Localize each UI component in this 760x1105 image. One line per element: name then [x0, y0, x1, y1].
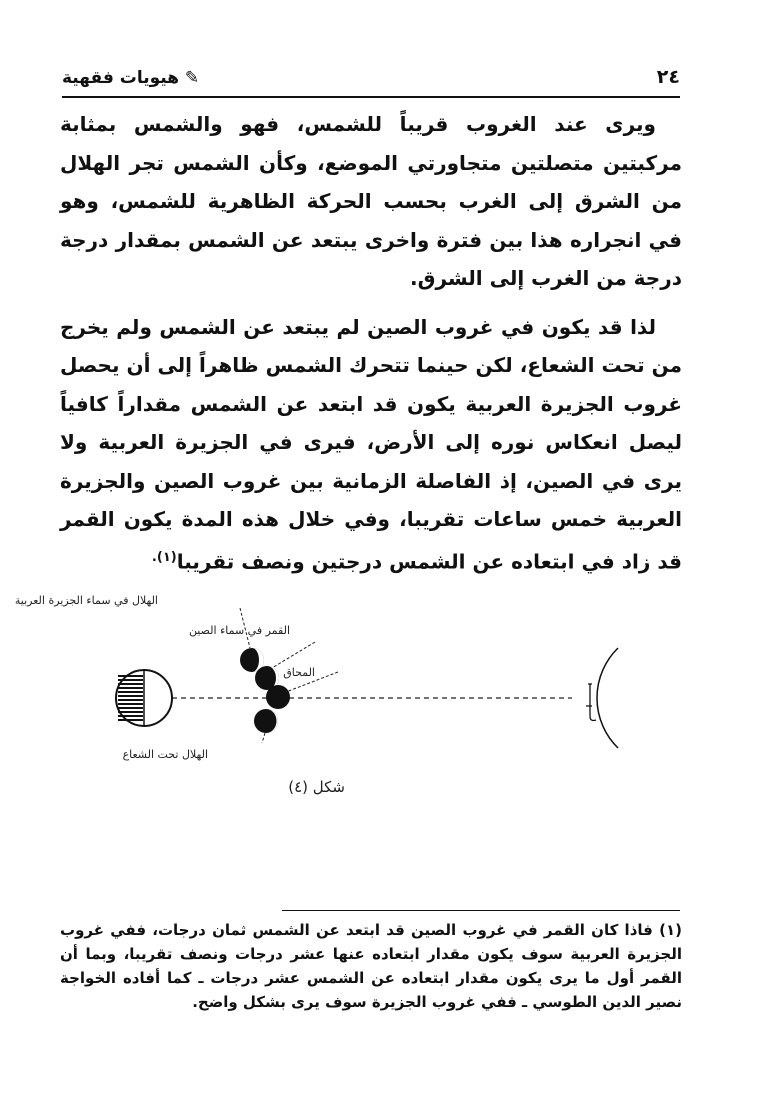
moon-conjunction-icon — [266, 685, 290, 709]
page-number: ٢٤ — [656, 66, 680, 88]
footnote-rule — [282, 910, 680, 911]
label-under-rays: الهلال تحت الشعاع — [122, 748, 208, 761]
paragraph-2-text: لذا قد يكون في غروب الصين لم يبتعد عن الشمس ولم يخرج من تحت الشعاع، لكن حينما تتحرك الشمس ظاهراً إلى أن يحصل غروب الجزيرة العربية يكون قد ابتعد عن الشمس مقداراً كافياً ليصل انعكاس نوره إلى الأرض، فيرى في الجزيرة العربية ولا يرى في الصين، إذ الفاصلة الزمانية بين غروب الصين والجزيرة العربية خمس ساعات تقريبا، وفي خلال هذه المدة يكون القمر قد زاد في ابتعاده عن الشمس درجتين ونصف تقريبا — [60, 314, 682, 574]
moon-under-rays-icon — [254, 709, 278, 733]
moon-phase-diagram — [14, 580, 660, 820]
label-china: القمر في سماء الصين — [188, 624, 290, 637]
label-conjunction: المحاق — [283, 666, 315, 679]
footnote-ref: (١). — [151, 549, 177, 565]
header-rule — [62, 96, 680, 98]
page-header — [62, 60, 680, 98]
paragraph-1: ويرى عند الغروب قريباً للشمس، فهو والشمس بمثابة مركبتين متصلتين متجاورتي الموضع، وكأن الشمس تجر الهلال من الشرق إلى الغرب بحسب الحركة الظاهرية للشمس، وهو في انجراره هذا بين فترة واخرى يبتعد عن الشمس بمقدار درجة درجة من الغرب إلى الشرق. — [60, 112, 682, 290]
running-title — [62, 68, 199, 88]
label-arabia: الهلال في سماء الجزيرة العربية — [14, 594, 158, 607]
figure-caption: شكل (٤) — [288, 778, 345, 796]
main-text — [60, 105, 682, 581]
footnote — [60, 918, 682, 1014]
earth-icon — [116, 670, 172, 726]
sun-arc — [597, 648, 618, 748]
footnote-marker: (١) — [659, 921, 682, 939]
paragraph-2 — [60, 308, 682, 581]
footnote-text: فاذا كان القمر في غروب الصين قد ابتعد عن الشمس ثمان درجات، ففي غروب الجزيرة العربية سوف يكون مقدار ابتعاده عنها عشر درجات ونصف تقريبا، وبما أن القمر أول ما يرى يكون مقدار ابتعاده عن الشمس عشر درجات ـ كما أفاده الخواجة نصير الدين الطوسي ـ ففي غروب الجزيرة سوف يرى بشكل واضح. — [60, 921, 682, 1011]
running-title-text: هيويات فقهية — [62, 68, 179, 88]
pen-icon: ✎ — [184, 68, 200, 88]
observer-glyph — [586, 684, 596, 721]
